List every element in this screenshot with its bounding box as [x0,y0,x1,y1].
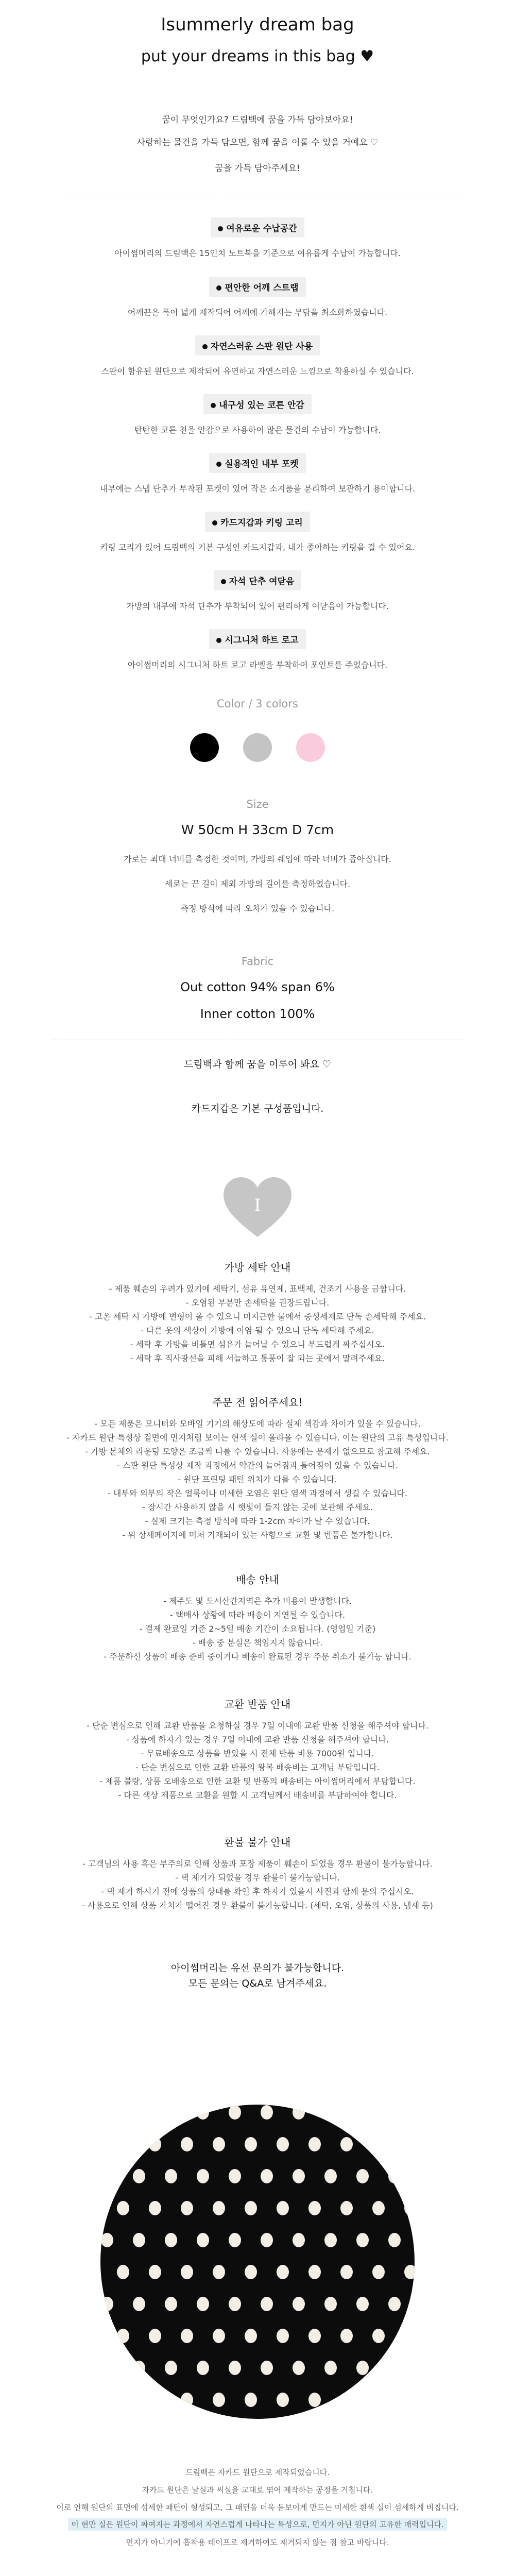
delivery-line: - 택배사 상황에 따라 배송이 지연될 수 있습니다. [169,1610,346,1620]
check-line: - 모든 제품은 모니터와 모바일 기기의 해상도에 따라 실제 색감과 차이가 있을 수 있습니다. [94,1419,421,1429]
polka-dot [181,2201,193,2215]
exchange-line: - 단순 변심으로 인한 교환 반품의 왕복 배송비는 고객님 부담입니다. [135,1762,380,1772]
feature-badge: 내구성 있는 코튼 안감 [203,394,312,414]
polka-dot [229,2105,241,2120]
bullet-dot-icon [216,285,221,291]
polka-dot [245,2393,257,2407]
polka-dot [133,2169,145,2183]
polka-dot [117,2137,129,2151]
polka-dot [277,2137,289,2151]
size-note-3: 측정 방식에 따라 오차가 있을 수 있습니다. [180,904,335,913]
no-refund-title: 환불 불가 안내 [224,1836,291,1849]
polka-dot [181,2137,193,2151]
care-line: - 다른 옷의 색상이 가방에 이염 될 수 있으니 단독 세탁해 주세요. [141,1326,374,1335]
polka-dot [261,2361,273,2375]
polka-dot [213,2393,225,2407]
exchange-line: - 단순 변심으로 인해 교환 반품을 요청하실 경우 7일 이내에 교환 반품 신청을 해주셔야 합니다. [86,1721,429,1731]
intro-line-3: 꿈을 가득 담아주세요! [215,163,300,174]
polka-dot [101,2233,113,2247]
check-line: - 가방 본체와 라운딩 모양은 조금씩 다를 수 있습니다. 사용에는 문제가 없으므로 참고해 주세요. [85,1447,430,1456]
fabric-note-line: 이로 인해 원단의 표면에 섬세한 패턴이 형성되고, 그 패턴을 더욱 돋보이게 만드는 미세한 흰색 실이 섬세하게 비칩니다. [56,2503,459,2512]
delivery-line: - 제주도 및 도서산간지역은 추가 비용이 발생합니다. [163,1596,352,1606]
polka-dot [324,2361,337,2375]
swatch-black[interactable] [190,733,219,762]
polka-dot [372,2201,385,2215]
care-line: - 고온 세탁 시 가방에 변형이 올 수 있으니 미지근한 물에서 중성세제로 단독 손세탁해 주세요. [89,1312,426,1321]
intro-line-2: 사랑하는 물건을 가득 담으면, 함께 꿈을 이룰 수 있을 거예요 ♡ [136,138,379,148]
feature-title-pocket [0,453,515,473]
feature-title-magnet [0,570,515,590]
swatch-pink[interactable] [296,733,325,762]
color-label: Color / 3 colors [217,698,298,710]
size-dimensions: W 50cm H 33cm D 7cm [181,822,334,837]
bullet-dot-icon [211,403,216,408]
polka-dot [101,2297,113,2311]
feature-badge: 시그니처 하트 로고 [209,629,305,649]
check-line: - 원단 프린팅 패턴 위치가 다를 수 있습니다. [178,1475,337,1484]
phone-notice: 아이썸머리는 유선 문의가 불가능합니다. [170,1962,345,1974]
polka-dot [229,2169,241,2183]
polka-dot [324,2169,337,2183]
product-subtitle: put your dreams in this bag ♥ [141,47,374,65]
polka-dot [372,2393,385,2407]
polka-dot [404,2265,417,2279]
polka-dot [277,2201,289,2215]
polka-dot [404,2393,417,2407]
polka-dot [197,2233,209,2247]
feature-desc-span: 스판이 함유된 원단으로 제작되어 유연하고 자연스러운 느낌으로 착용하실 수 있습니다. [101,366,414,376]
polka-dot [245,2329,257,2343]
polka-dot [229,2361,241,2375]
fabric-note-line: 드림백은 자카드 원단으로 제작되었습니다. [185,2468,330,2477]
check-line: - 장시간 사용하지 않을 시 햇빛이 들지 않는 곳에 보관해 주세요. [142,1502,373,1512]
feature-badge: 자연스러운 스판 원단 사용 [195,335,320,355]
polka-dot [308,2329,321,2343]
delivery-line: - 배송 중 분실은 책임지지 않습니다. [192,1638,323,1648]
polka-dot [277,2329,289,2343]
care-line: - 세탁 후 가방을 비틀면 섬유가 늘어날 수 있으니 부드럽게 짜주십시오. [130,1340,385,1349]
polka-dot [229,2297,241,2311]
polka-dot [404,2329,417,2343]
feature-desc-storage: 아이썸머리의 드림백은 15인치 노트북을 기준으로 여유롭게 수납이 가능합니다. [114,248,401,258]
check-line: - 위 상세페이지에 미처 기재되어 있는 사항으로 교환 및 반품은 불가합니다. [122,1530,393,1540]
polka-dot [181,2265,193,2279]
fabric-note-line: 먼지가 아니기에 흡착용 테이프로 제거하여도 제거되지 않는 점 참고 바랍니다. [126,2538,389,2547]
polka-dot [277,2265,289,2279]
polka-dot [404,2137,417,2151]
polka-dot [181,2329,193,2343]
swatch-gray[interactable] [243,733,272,762]
care-title: 가방 세탁 안내 [224,1261,291,1274]
feature-desc-pocket: 내부에는 스냅 단추가 부착된 포켓이 있어 작은 소지품을 분리하여 보관하기 용이합니다. [99,484,416,494]
highlighted-text: 이 현만 실은 원단이 짜여지는 과정에서 자연스럽게 나타나는 특성으로, 먼지가 아닌 원단의 고유한 매력입니다. [68,2518,447,2531]
polka-dot [293,2105,305,2120]
check-line: - 자카드 원단 특성상 겉면에 먼지처럼 보이는 현색 실이 올라올 수 있습니다. 이는 원단의 고유 특성입니다. [66,1433,449,1443]
feature-title-lining [0,394,515,414]
fabric-pattern-photo [98,2102,417,2421]
care-line: - 세탁 후 직사광선을 피해 서늘하고 통풍이 잘 되는 곳에서 말려주세요. [130,1353,385,1363]
bullet-dot-icon [218,226,223,231]
polka-dot [165,2361,177,2375]
polka-dot [213,2137,225,2151]
polka-dot [324,2105,337,2120]
polka-dot [308,2201,321,2215]
fabric-label: Fabric [241,955,274,968]
feature-badge: 실용적인 내부 포켓 [209,453,305,473]
polka-dot [356,2169,369,2183]
polka-dot [356,2233,369,2247]
fabric-note-line: 자카드 원단은 날실과 씨실을 교대로 엮어 제작하는 공정을 거칩니다. [142,2485,373,2495]
exchange-title: 교환 반품 안내 [224,1698,291,1710]
polka-dot [149,2137,161,2151]
delivery-line: - 주문하신 상품이 배송 준비 중이거나 배송이 완료된 경우 주문 취소가 불가능 합니다. [104,1652,411,1662]
polka-dot [165,2105,177,2120]
polka-dot [356,2361,369,2375]
polka-dot [372,2265,385,2279]
feature-title-strap [0,277,515,297]
feature-badge: 자석 단추 여닫음 [214,570,302,590]
polka-dot [308,2265,321,2279]
polka-dot [372,2329,385,2343]
polka-dot [133,2361,145,2375]
qa-notice: 모든 문의는 Q&A로 남겨주세요. [188,1978,327,1989]
polka-dot [293,2233,305,2247]
polka-dot [133,2105,145,2120]
feature-desc-lining: 탄탄한 코튼 천을 안감으로 사용하여 많은 물건의 수납이 가능합니다. [134,425,381,435]
polka-dot [261,2233,273,2247]
exchange-line: - 상품에 하자가 있는 경우 7일 이내에 교환 반품 신청을 해주셔야 합니다. [126,1735,389,1744]
polka-dot [308,2137,321,2151]
polka-dot [261,2105,273,2120]
polka-dot [117,2201,129,2215]
feature-title-storage [0,217,515,238]
check-line: - 스판 원단 특성상 제작 과정에서 약간의 늘어짐과 틀어짐이 있을 수 있습니다. [117,1461,398,1470]
heart-logo-icon [224,1177,291,1239]
polka-dot [149,2201,161,2215]
polka-dot [340,2137,353,2151]
polka-dot [404,2201,417,2215]
polka-dot [324,2233,337,2247]
polka-dot [149,2393,161,2407]
bullet-dot-icon [202,344,208,349]
feature-desc-keyring: 키링 고리가 있어 드림백의 기본 구성인 카드지갑과, 내가 좋아하는 키링을 걸 수 있어요. [99,543,416,552]
logo-letter: I [254,1195,261,1216]
product-title: Isummerly dream bag [161,14,354,35]
fabric-outer: Out cotton 94% span 6% [180,980,335,994]
check-line: - 내부와 외부의 작은 얼룩이나 미세한 오염은 원단 염색 과정에서 생길 수 있습니다. [108,1488,407,1498]
polka-dot [117,2265,129,2279]
no-refund-line: - 고객님의 사용 혹은 부주의로 인해 상품과 포장 제품이 훼손이 되었을 경우 환불이 불가능합니다. [82,1859,433,1869]
polka-dot [372,2137,385,2151]
intro-line-1: 꿈이 무엇인가요? 드림백에 꿈을 가득 담아보아요! [162,115,353,125]
polka-dot [293,2169,305,2183]
size-note-2: 세로는 끈 길이 제외 가방의 길이를 측정하였습니다. [164,879,351,889]
size-note-1: 가로는 최대 너비를 측정한 것이며, 가방의 쉐입에 따라 너비가 좁아집니다. [124,854,391,864]
feature-badge: 여유로운 수납공간 [211,217,304,238]
polka-dot [149,2329,161,2343]
polka-dot [340,2393,353,2407]
polka-dot [340,2265,353,2279]
polka-dot [197,2297,209,2311]
feature-title-logo [0,629,515,649]
bullet-dot-icon [212,520,217,526]
polka-dot [117,2393,129,2407]
polka-dot [229,2233,241,2247]
feature-title-keyring [0,512,515,532]
polka-dot [277,2393,289,2407]
check-title: 주문 전 읽어주세요! [212,1396,303,1409]
polka-dot [181,2393,193,2407]
polka-dot [101,2169,113,2183]
no-refund-line: - 택 제거 하시기 전에 상품의 상태를 확인 후 하자가 있을시 사진과 함께 문의 주십시오. [101,1887,414,1896]
polka-dot [388,2169,401,2183]
closing-line-2: 카드지갑은 기본 구성품입니다. [191,1103,324,1114]
feature-badge: 편안한 어깨 스트랩 [209,277,305,297]
polka-dot [101,2361,113,2375]
polka-dot [245,2137,257,2151]
polka-dot [261,2169,273,2183]
feature-desc-strap: 어깨끈은 폭이 넓게 제작되어 어깨에 가해지는 부담을 최소화하였습니다. [127,308,388,317]
polka-dot [388,2233,401,2247]
polka-dot [165,2297,177,2311]
polka-dot [245,2201,257,2215]
polka-dot [356,2105,369,2120]
fabric-note-line-highlight [0,2519,515,2530]
bullet-dot-icon [216,638,221,643]
care-line: - 제품 훼손의 우려가 있기에 세탁기, 섬유 유연제, 표백제, 건조기 사용을 금합니다. [109,1284,406,1294]
closing-line-1: 드림백과 함께 꿈을 이루어 봐요 ♡ [184,1059,331,1070]
bullet-dot-icon [221,579,226,584]
polka-dot [308,2393,321,2407]
polka-dot [213,2201,225,2215]
check-line: - 실제 크기는 측정 방식에 따라 1-2cm 차이가 날 수 있습니다. [145,1516,370,1526]
polka-dot [340,2201,353,2215]
no-refund-line: - 사용으로 인해 상품 가치가 떨어진 경우 환불이 불가능합니다. (세탁, 오염, 상품의 사용, 냄새 등) [82,1901,433,1910]
polka-dot [117,2329,129,2343]
polka-dot [388,2361,401,2375]
polka-dot [101,2105,113,2120]
polka-dot [261,2297,273,2311]
polka-dot [213,2329,225,2343]
feature-title-span [0,335,515,355]
polka-dot [293,2297,305,2311]
polka-dot [133,2297,145,2311]
delivery-title: 배송 안내 [236,1573,279,1586]
color-swatches [0,733,515,764]
polka-dot [388,2297,401,2311]
exchange-line: - 다른 색상 제품으로 교환을 원할 시 고객님께서 배송비를 부담하여야 합니다. [118,1790,397,1800]
polka-dot [149,2265,161,2279]
exchange-line: - 무료배송으로 상품을 받았을 시 전체 반품 비용 7000원 입니다. [141,1749,374,1758]
feature-desc-magnet: 가방의 내부에 자석 단추가 부착되어 있어 편리하게 여닫음이 가능합니다. [126,601,389,611]
polka-dot [213,2265,225,2279]
polka-dot [197,2169,209,2183]
polka-dot [293,2361,305,2375]
fabric-inner: Inner cotton 100% [200,1007,315,1021]
polka-dot [197,2361,209,2375]
feature-desc-logo: 아이썸머리의 시그니처 하트 로고 라벨을 부착하여 포인트를 주었습니다. [127,660,388,670]
polka-dot [165,2169,177,2183]
polka-dot [133,2233,145,2247]
exchange-line: - 제품 불량, 상품 오배송으로 인한 교환 및 반품의 배송비는 아이썸머리에서 부담합니다. [99,1776,416,1786]
polka-dot [165,2233,177,2247]
polka-dot [245,2265,257,2279]
polka-dot [388,2105,401,2120]
size-label: Size [246,798,269,810]
polka-dot [356,2297,369,2311]
bullet-dot-icon [216,462,221,467]
delivery-line: - 결제 완료일 기준 2~5일 배송 기간이 소요됩니다. (영업일 기준) [139,1624,376,1634]
care-line: - 오염된 부분만 손세탁을 권장드립니다. [185,1298,330,1308]
polka-dot [197,2105,209,2120]
feature-badge: 카드지갑과 키링 고리 [205,512,310,532]
polka-dot [340,2329,353,2343]
no-refund-line: - 택 제거가 되었을 경우 환불이 불가능합니다. [175,1873,340,1883]
polka-dot [324,2297,337,2311]
